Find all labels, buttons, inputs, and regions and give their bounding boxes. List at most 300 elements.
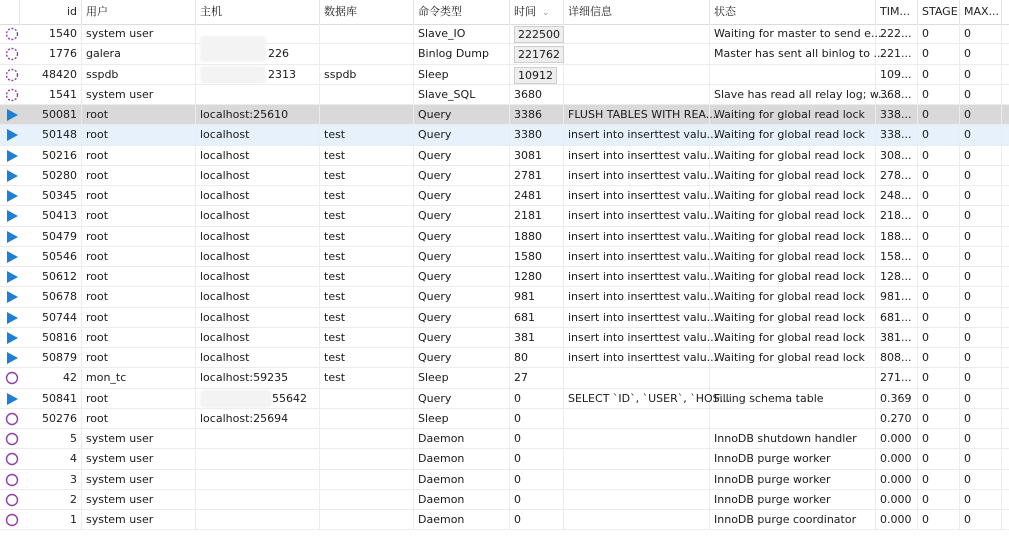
circle-icon (5, 371, 19, 385)
cell-host: localhost (196, 287, 320, 306)
cell-command: Query (414, 267, 510, 286)
grid-header (0, 0, 1009, 25)
cell-id: 4 (20, 449, 82, 468)
cell-db (320, 85, 414, 104)
cell-state: Slave has read all relay log; w... (710, 85, 876, 104)
header-icon-column[interactable] (0, 0, 20, 24)
cell-max-stage: 0 (960, 409, 1002, 428)
cell-id: 50148 (20, 125, 82, 144)
play-icon (5, 290, 19, 304)
cell-info (564, 470, 710, 489)
cell-state: Master has sent all binlog to ... (710, 44, 876, 63)
cell-max-stage: 0 (960, 429, 1002, 448)
cell-id: 50413 (20, 206, 82, 225)
cell-info (564, 368, 710, 387)
cell-info: insert into inserttest valu... (564, 287, 710, 306)
header-info[interactable]: 详细信息 (564, 0, 710, 24)
cell-host: localhost (196, 206, 320, 225)
cell-user: system user (82, 490, 196, 509)
circle-icon (5, 493, 19, 507)
table-row[interactable] (0, 206, 1009, 226)
time-value: 222500 (514, 26, 564, 43)
cell-stage: 0 (918, 65, 960, 84)
cell-id: 1541 (20, 85, 82, 104)
table-row[interactable] (0, 510, 1009, 530)
cell-time: 1280 (510, 267, 564, 286)
table-row[interactable] (0, 247, 1009, 267)
host-suffix: 2313 (268, 67, 296, 81)
table-row[interactable] (0, 429, 1009, 449)
cell-time: 981 (510, 287, 564, 306)
cell-user: root (82, 267, 196, 286)
cell-time-ms: 128... (876, 267, 918, 286)
cell-db: test (320, 247, 414, 266)
cell-time (510, 65, 564, 84)
table-row[interactable] (0, 166, 1009, 186)
header-user[interactable]: 用户 (82, 0, 196, 24)
cell-user: root (82, 227, 196, 246)
cell-stage: 0 (918, 227, 960, 246)
cell-state (710, 368, 876, 387)
cell-db: test (320, 125, 414, 144)
cell-time: 27 (510, 368, 564, 387)
cell-stage: 0 (918, 429, 960, 448)
cell-command: Query (414, 166, 510, 185)
header-host[interactable]: 主机 (196, 0, 320, 24)
cell-time-ms: 188... (876, 227, 918, 246)
cell-command: Query (414, 328, 510, 347)
cell-db (320, 470, 414, 489)
cell-command: Daemon (414, 490, 510, 509)
cell-stage: 0 (918, 24, 960, 43)
cell-command: Query (414, 287, 510, 306)
cell-time-ms: 0.369 (876, 389, 918, 408)
cell-time: 0 (510, 470, 564, 489)
cell-state: Waiting for global read lock (710, 186, 876, 205)
cell-command: Daemon (414, 449, 510, 468)
play-icon (5, 189, 19, 203)
cell-state: InnoDB purge worker (710, 449, 876, 468)
cell-max-stage: 0 (960, 85, 1002, 104)
header-time-label: 时间 (514, 5, 536, 18)
cell-info: FLUSH TABLES WITH REA... (564, 105, 710, 124)
table-row[interactable] (0, 328, 1009, 348)
header-db[interactable]: 数据库 (320, 0, 414, 24)
cell-id: 1540 (20, 24, 82, 43)
table-row[interactable] (0, 348, 1009, 368)
cell-info: SELECT `ID`, `USER`, `HOS... (564, 389, 710, 408)
cell-state: Waiting for global read lock (710, 267, 876, 286)
circle-icon (5, 513, 19, 527)
cell-stage: 0 (918, 470, 960, 489)
cell-info (564, 490, 710, 509)
cell-stage: 0 (918, 449, 960, 468)
cell-id: 50612 (20, 267, 82, 286)
cell-info: insert into inserttest valu... (564, 125, 710, 144)
play-icon (5, 250, 19, 264)
cell-time: 80 (510, 348, 564, 367)
cell-host (196, 85, 320, 104)
cell-command: Query (414, 186, 510, 205)
cell-stage: 0 (918, 368, 960, 387)
cell-max-stage: 0 (960, 510, 1002, 529)
cell-host: localhost (196, 247, 320, 266)
cell-id: 50280 (20, 166, 82, 185)
cell-time-ms: 0.000 (876, 470, 918, 489)
table-row[interactable] (0, 389, 1009, 409)
cell-info (564, 429, 710, 448)
cell-user: root (82, 287, 196, 306)
cell-time (510, 24, 564, 43)
cell-id: 50816 (20, 328, 82, 347)
cell-state: Waiting for global read lock (710, 105, 876, 124)
cell-user: root (82, 206, 196, 225)
cell-stage: 0 (918, 267, 960, 286)
cell-command: Query (414, 105, 510, 124)
cell-db: sspdb (320, 65, 414, 84)
cell-max-stage: 0 (960, 186, 1002, 205)
cell-time: 681 (510, 308, 564, 327)
cell-time-ms: 278... (876, 166, 918, 185)
cell-id: 2 (20, 490, 82, 509)
cell-state: Waiting for global read lock (710, 125, 876, 144)
header-state[interactable]: 状态 (710, 0, 876, 24)
cell-command: Daemon (414, 429, 510, 448)
host-suffix: 226 (268, 47, 289, 61)
cell-host (196, 389, 320, 408)
cell-command: Query (414, 247, 510, 266)
cell-max-stage: 0 (960, 44, 1002, 63)
cell-stage: 0 (918, 105, 960, 124)
cell-stage: 0 (918, 490, 960, 509)
cell-time-ms: 808... (876, 348, 918, 367)
cell-max-stage: 0 (960, 348, 1002, 367)
cell-info (564, 65, 710, 84)
cell-state: Waiting for global read lock (710, 227, 876, 246)
cell-host: localhost (196, 146, 320, 165)
cell-info: insert into inserttest valu... (564, 267, 710, 286)
cell-max-stage: 0 (960, 146, 1002, 165)
play-icon (5, 270, 19, 284)
cell-db (320, 389, 414, 408)
cell-time-ms: 308... (876, 146, 918, 165)
dotted-circle-icon (5, 47, 19, 61)
cell-max-stage: 0 (960, 389, 1002, 408)
cell-user: root (82, 186, 196, 205)
cell-max-stage: 0 (960, 267, 1002, 286)
cell-stage: 0 (918, 287, 960, 306)
cell-host: localhost:25610 (196, 105, 320, 124)
cell-max-stage: 0 (960, 449, 1002, 468)
cell-stage: 0 (918, 308, 960, 327)
cell-max-stage: 0 (960, 206, 1002, 225)
cell-user: root (82, 409, 196, 428)
cell-host (196, 449, 320, 468)
cell-command: Query (414, 389, 510, 408)
table-row[interactable] (0, 125, 1009, 145)
cell-db: test (320, 227, 414, 246)
cell-command: Sleep (414, 65, 510, 84)
cell-user: system user (82, 24, 196, 43)
cell-stage: 0 (918, 44, 960, 63)
cell-db (320, 44, 414, 63)
cell-db: test (320, 166, 414, 185)
cell-command: Query (414, 308, 510, 327)
cell-user: galera (82, 44, 196, 63)
circle-icon (5, 432, 19, 446)
cell-state: Waiting for global read lock (710, 247, 876, 266)
cell-user: root (82, 146, 196, 165)
cell-time-ms: 218... (876, 206, 918, 225)
cell-info: insert into inserttest valu... (564, 328, 710, 347)
sort-desc-icon: ⌄ (542, 8, 550, 18)
cell-time-ms: 338... (876, 105, 918, 124)
cell-id: 3 (20, 470, 82, 489)
cell-max-stage: 0 (960, 227, 1002, 246)
header-max-stage[interactable]: MAX... (960, 0, 1002, 24)
cell-time-ms: 158... (876, 247, 918, 266)
cell-stage: 0 (918, 125, 960, 144)
cell-host (196, 490, 320, 509)
cell-max-stage: 0 (960, 247, 1002, 266)
cell-db: test (320, 328, 414, 347)
cell-max-stage: 0 (960, 125, 1002, 144)
cell-db: test (320, 186, 414, 205)
cell-time: 1580 (510, 247, 564, 266)
play-icon (5, 149, 19, 163)
cell-state: Waiting for global read lock (710, 348, 876, 367)
cell-max-stage: 0 (960, 308, 1002, 327)
cell-db: test (320, 146, 414, 165)
time-value: 221762 (514, 46, 564, 63)
cell-stage: 0 (918, 146, 960, 165)
cell-command: Query (414, 227, 510, 246)
table-row[interactable] (0, 287, 1009, 307)
circle-icon (5, 452, 19, 466)
cell-time-ms: 222... (876, 24, 918, 43)
header-stage[interactable]: STAGE (918, 0, 960, 24)
cell-db (320, 449, 414, 468)
cell-max-stage: 0 (960, 368, 1002, 387)
table-row[interactable] (0, 44, 1009, 64)
cell-time: 3380 (510, 125, 564, 144)
table-row[interactable] (0, 24, 1009, 44)
cell-time: 0 (510, 389, 564, 408)
cell-time (510, 44, 564, 63)
cell-info (564, 449, 710, 468)
cell-time-ms: 109... (876, 65, 918, 84)
play-icon (5, 351, 19, 365)
cell-user: system user (82, 429, 196, 448)
cell-host (196, 429, 320, 448)
cell-id: 50546 (20, 247, 82, 266)
table-row[interactable] (0, 186, 1009, 206)
header-id[interactable]: id (20, 0, 82, 24)
cell-info (564, 24, 710, 43)
cell-state: InnoDB purge worker (710, 490, 876, 509)
cell-stage: 0 (918, 389, 960, 408)
cell-info (564, 409, 710, 428)
table-row[interactable] (0, 490, 1009, 510)
table-row[interactable] (0, 409, 1009, 429)
cell-user: root (82, 125, 196, 144)
table-row[interactable] (0, 105, 1009, 125)
cell-db (320, 429, 414, 448)
time-value: 10912 (514, 67, 557, 84)
cell-user: root (82, 308, 196, 327)
cell-id: 1 (20, 510, 82, 529)
cell-state: Filling schema table (710, 389, 876, 408)
cell-host (196, 65, 320, 84)
table-row[interactable] (0, 470, 1009, 490)
cell-user: sspdb (82, 65, 196, 84)
cell-time-ms: 221... (876, 44, 918, 63)
cell-user: mon_tc (82, 368, 196, 387)
cell-db: test (320, 287, 414, 306)
cell-host: localhost (196, 267, 320, 286)
cell-stage: 0 (918, 166, 960, 185)
cell-command: Slave_SQL (414, 85, 510, 104)
cell-command: Query (414, 348, 510, 367)
cell-max-stage: 0 (960, 490, 1002, 509)
cell-stage: 0 (918, 510, 960, 529)
cell-max-stage: 0 (960, 105, 1002, 124)
cell-info: insert into inserttest valu... (564, 166, 710, 185)
play-icon (5, 392, 19, 406)
cell-time-ms: 0.000 (876, 510, 918, 529)
cell-state: InnoDB shutdown handler (710, 429, 876, 448)
table-row[interactable] (0, 65, 1009, 85)
cell-time: 2181 (510, 206, 564, 225)
table-row[interactable] (0, 308, 1009, 328)
play-icon (5, 108, 19, 122)
cell-time-ms: 381... (876, 328, 918, 347)
dotted-circle-icon (5, 88, 19, 102)
cell-host (196, 510, 320, 529)
table-row[interactable] (0, 449, 1009, 469)
cell-state: InnoDB purge coordinator (710, 510, 876, 529)
cell-info: insert into inserttest valu... (564, 206, 710, 225)
cell-state: Waiting for global read lock (710, 166, 876, 185)
header-time[interactable] (510, 0, 564, 24)
cell-state: Waiting for global read lock (710, 328, 876, 347)
cell-user: system user (82, 510, 196, 529)
cell-time: 2781 (510, 166, 564, 185)
cell-id: 42 (20, 368, 82, 387)
cell-stage: 0 (918, 247, 960, 266)
play-icon (5, 230, 19, 244)
cell-time-ms: 0.000 (876, 429, 918, 448)
header-overflow (1002, 0, 1009, 24)
cell-user: root (82, 389, 196, 408)
cell-db (320, 24, 414, 43)
table-row[interactable] (0, 146, 1009, 166)
cell-time-ms: 0.000 (876, 449, 918, 468)
host-suffix: 55642 (272, 391, 307, 405)
table-row[interactable] (0, 368, 1009, 388)
cell-time-ms: 271... (876, 368, 918, 387)
cell-time: 3680 (510, 85, 564, 104)
play-icon (5, 128, 19, 142)
cell-host: localhost (196, 186, 320, 205)
cell-time-ms: 338... (876, 125, 918, 144)
cell-state (710, 65, 876, 84)
cell-db: test (320, 348, 414, 367)
cell-max-stage: 0 (960, 65, 1002, 84)
cell-command: Query (414, 146, 510, 165)
cell-id: 50841 (20, 389, 82, 408)
table-row[interactable] (0, 85, 1009, 105)
cell-db: test (320, 206, 414, 225)
header-command[interactable]: 命令类型 (414, 0, 510, 24)
table-row[interactable] (0, 227, 1009, 247)
cell-state: Waiting for global read lock (710, 146, 876, 165)
header-time-ms[interactable]: TIM... (876, 0, 918, 24)
cell-host: localhost:25694 (196, 409, 320, 428)
cell-user: system user (82, 85, 196, 104)
cell-stage: 0 (918, 206, 960, 225)
cell-state: Waiting for global read lock (710, 308, 876, 327)
cell-info: insert into inserttest valu... (564, 308, 710, 327)
cell-command: Sleep (414, 409, 510, 428)
play-icon (5, 311, 19, 325)
cell-host (196, 470, 320, 489)
cell-time: 0 (510, 449, 564, 468)
cell-time: 0 (510, 409, 564, 428)
cell-command: Daemon (414, 470, 510, 489)
cell-stage: 0 (918, 85, 960, 104)
cell-state: Waiting for master to send e... (710, 24, 876, 43)
cell-max-stage: 0 (960, 328, 1002, 347)
cell-command: Sleep (414, 368, 510, 387)
cell-time: 1880 (510, 227, 564, 246)
cell-host: localhost (196, 328, 320, 347)
cell-command: Query (414, 125, 510, 144)
cell-host: localhost (196, 348, 320, 367)
cell-id: 5 (20, 429, 82, 448)
cell-host: localhost (196, 166, 320, 185)
table-row[interactable] (0, 267, 1009, 287)
cell-max-stage: 0 (960, 166, 1002, 185)
cell-command: Slave_IO (414, 24, 510, 43)
cell-db (320, 409, 414, 428)
cell-state (710, 409, 876, 428)
cell-id: 48420 (20, 65, 82, 84)
cell-time: 0 (510, 510, 564, 529)
cell-db (320, 510, 414, 529)
circle-icon (5, 412, 19, 426)
cell-id: 1776 (20, 44, 82, 63)
cell-info: insert into inserttest valu... (564, 227, 710, 246)
dotted-circle-icon (5, 68, 19, 82)
cell-db: test (320, 308, 414, 327)
cell-time-ms: 681... (876, 308, 918, 327)
cell-user: root (82, 166, 196, 185)
cell-info: insert into inserttest valu... (564, 186, 710, 205)
cell-info (564, 44, 710, 63)
cell-user: system user (82, 470, 196, 489)
play-icon (5, 169, 19, 183)
cell-command: Daemon (414, 510, 510, 529)
cell-state: Waiting for global read lock (710, 206, 876, 225)
play-icon (5, 331, 19, 345)
cell-time-ms: 0.270 (876, 409, 918, 428)
cell-info: insert into inserttest valu... (564, 348, 710, 367)
cell-time-ms: 0.000 (876, 490, 918, 509)
cell-info (564, 85, 710, 104)
cell-id: 50345 (20, 186, 82, 205)
cell-info (564, 510, 710, 529)
